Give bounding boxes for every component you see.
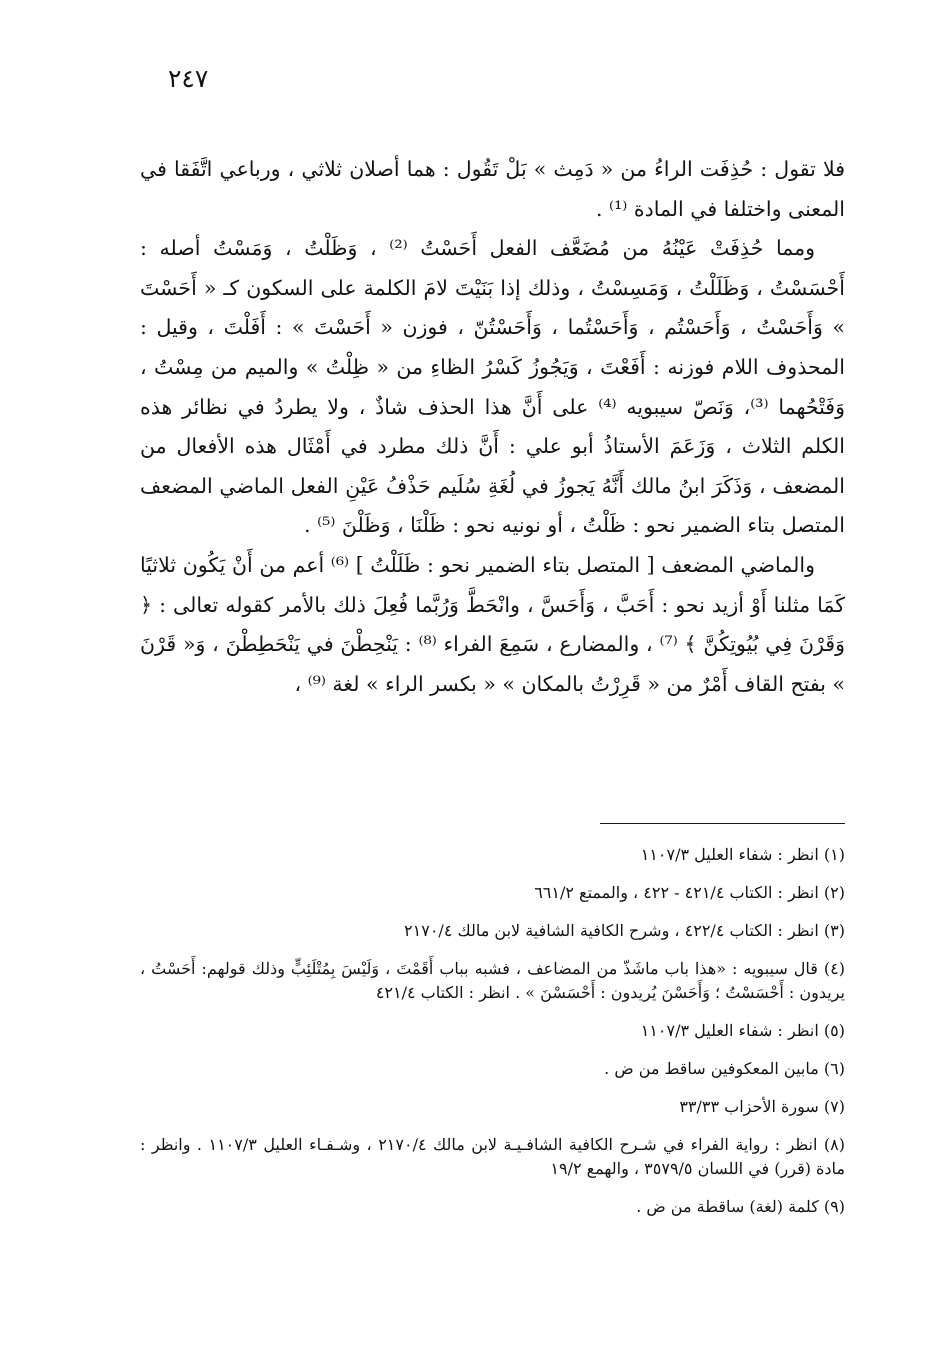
footnote: (٢) انظر : الكتاب ٤٢١/٤ - ٤٢٢ ، والممتع ٦٦١/٢ — [534, 883, 845, 902]
footnote: (١) انظر : شفاء العليل ١١٠٧/٣ — [640, 845, 845, 864]
paragraph: ومما حُذِفَتْ عَيْنُهُ من مُضَعَّف الفعل أَحَسْتُ ⁽²⁾ ، وَظَلْتُ ، وَمَسْتُ أصله : أَحْسَسْتُ ، وَظَلَلْتُ ، وَمَسِسْتُ ، وذلك إذا بَنَيْتَ لامَ الكلمة على السكون كـ « أَحَسْتَ » وَأَحَسْتُ ، وَأَحَسْتُم ، وَأَحَسْتُما ، وَأَحَسْتُنّ ، فوزن « أَحَسْتَ » : أَفَلْتَ ، وقيل : المحذوف اللام فوزنه : أَفَعْتَ ، وَيَجُوزُ كَسْرُ الظاءِ من « ظِلْتُ » والميم من مِسْتُ ، وَفَتْحُهما ⁽³⁾، وَنَصّ سيبويه ⁽⁴⁾ على أَنَّ هذا الحذف شاذٌ ، ولا يطردُ في نظائر هذه الكلم الثلاث ، وَزَعَمَ الأستاذُ أبو علي : أَنَّ ذلك مطرد في أَمْثَال هذه الأفعال من المضعف ، وَذَكَرَ ابنُ مالك أَنَّهُ يَجوزُ في لُغَةِ سُلَيم حَذْفُ عَيْنِ الفعل الماضي المضعف المتصل بتاء الضمير نحو : ظَلْتُ ، أو نونيه نحو : ظَلْنَا ، وَظَلْنَ ⁽⁵⁾ . — [140, 236, 846, 538]
footnote: (٨) انظر : رواية الفراء في شـرح الكافية الشافـيـة لابن مالك ٢١٧٠/٤ ، وشـفـاء العليل ١١٠٧/٣ . وانظر : مادة (قرر) في اللسان ٣٥٧٩/٥ ، والهمع ١٩/٢ — [140, 1135, 846, 1178]
paragraph: فلا تقول : حُذِفَت الراءُ من « دَمِث » بَلْ تَقُول : هما أصلان ثلاثي ، ورباعي اتَّفَقا في المعنى واختلفا في المادة ⁽¹⁾ . — [140, 157, 845, 221]
main-text — [140, 150, 845, 704]
footnote: (٥) انظر : شفاء العليل ١١٠٧/٣ — [640, 1021, 845, 1040]
footnotes — [140, 843, 845, 1219]
footnote: (٣) انظر : الكتاب ٤٢٢/٤ ، وشرح الكافية الشافية لابن مالك ٢١٧٠/٤ — [404, 921, 845, 940]
paragraph: والماضي المضعف [ المتصل بتاء الضمير نحو : ظَلَلْتُ ] ⁽⁶⁾ أعم من أَنْ يَكُون ثلاثيًا كَمَا مثلنا أَوْ أزيد نحو : أَحَبَّ ، وَأَحَسَّ ، وانْحَطَّ وَرُبَّما فُعِلَ ذلك بالأمر كقوله تعالى : ﴿ وَقَرْنَ فِي بُيُوتِكُنَّ ﴾ ⁽⁷⁾ ، والمضارع ، سَمِعَ الفراء ⁽⁸⁾ : يَنْحِطْنَ في يَنْحَطِطْنَ ، وَ« قَرْنَ » بفتح القاف أَمْرٌ من « قَرِرْتُ بالمكان » « بكسر الراء » لغة ⁽⁹⁾ ، — [140, 552, 846, 696]
footnote: (٦) مابين المعكوفين ساقط من ض . — [604, 1059, 845, 1078]
footnote: (٤) قال سيبويه : «هذا باب ماشَذّ من المضاعف ، فشبه بباب أَقَمْتَ ، وَلَيْسَ بِمُتْلَئِبٍّ وذلك قولهم: أَحَسْتُ ، يريدون : أَحْسَسْتُ ؛ وَأَحَسْنَ يُريدون : أَحْسَسْنَ » . انظر : الكتاب ٤٢١/٤ — [140, 959, 846, 1002]
footnote: (٧) سورة الأحزاب ٣٣/٣٣ — [679, 1097, 845, 1116]
footnote-separator — [600, 823, 845, 824]
footnote: (٩) كلمة (لغة) ساقطة من ض . — [636, 1197, 845, 1216]
page-number: ٢٤٧ — [168, 64, 209, 93]
